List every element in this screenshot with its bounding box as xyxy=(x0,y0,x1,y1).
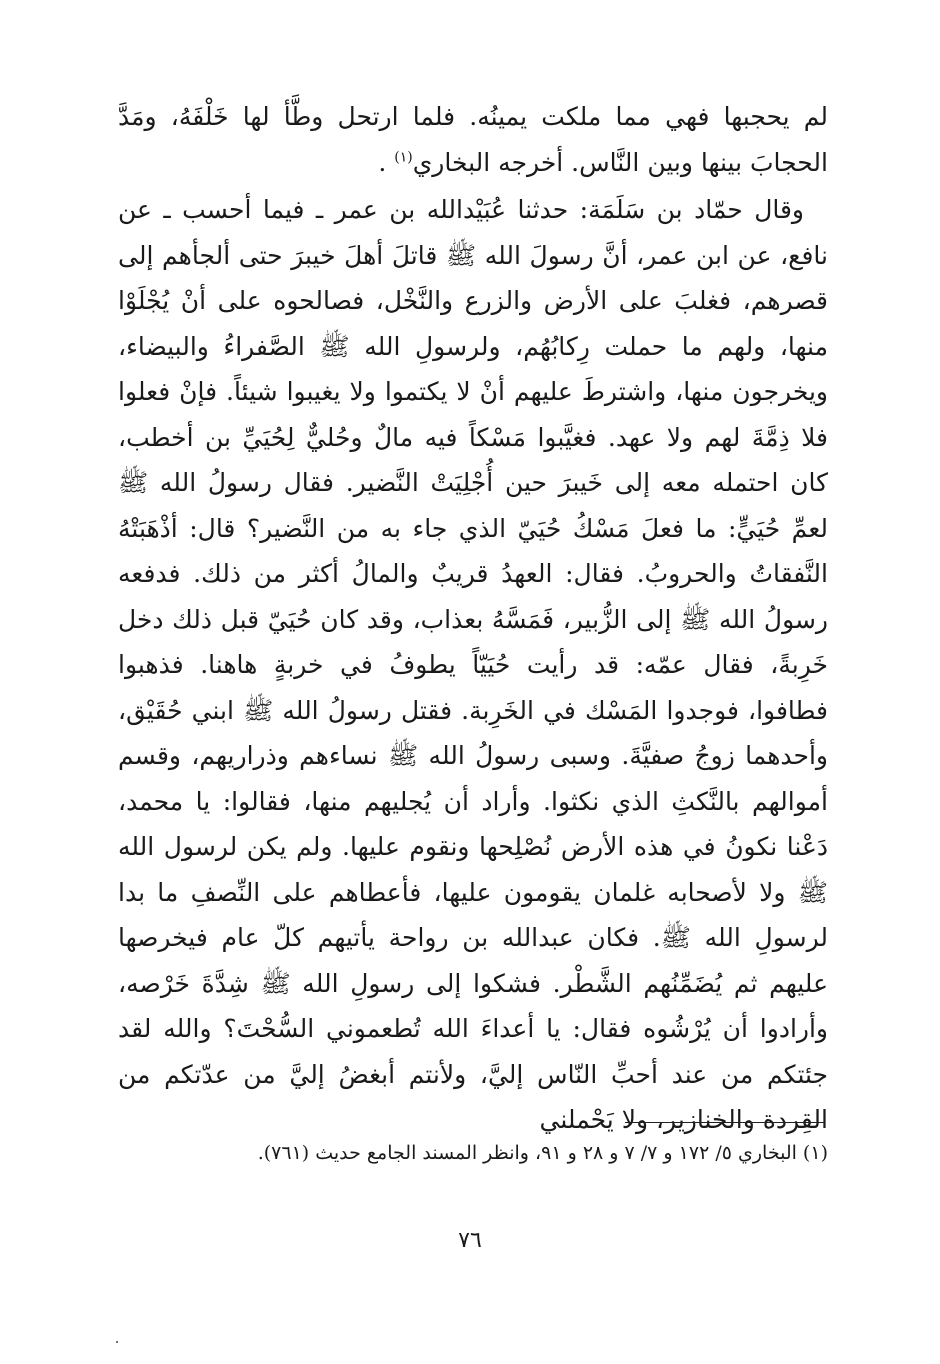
footnote: (١) البخاري ٥/ ١٧٢ و ٧/ ٧ و ٢٨ و ٩١، وانظر المسند الجامع حديث (٧٦١). xyxy=(257,1142,828,1164)
footnote-reference: (١) xyxy=(394,149,413,166)
paragraph-2-text: وقال حمّاد بن سَلَمَة: حدثنا عُبَيْدالله بن عمر ـ فيما أحسب ـ عن نافع، عن ابن عمر، أنَّ رسولَ الله ﷺ قاتلَ أهلَ خيبرَ حتى ألجأهم إلى قصرهم، فغلبَ على الأرض والزرع والنَّخْل، فصالحوه على أنْ يُجْلَوْا منها، ولهم ما حملت رِكابُهُم، ولرسولِ الله ﷺ الصَّفراءُ والبيضاء، ويخرجون منها، واشترطَ عليهم أنْ لا يكتموا ولا يغيبوا شيئاً. فإنْ فعلوا فلا ذِمَّةَ لهم ولا عهد. فغيَّبوا مَسْكاً فيه مالٌ وحُليٌّ لِحُيَيِّ بن أخطب، كان احتمله معه إلى خَيبرَ حين أُجْلِيَتْ النَّضير. فقال رسولُ الله ﷺ لعمِّ حُيَيٍّ: ما فعلَ مَسْكُ حُيَيّ الذي جاء به من النَّضير؟ قال: أذْهَبَتْهُ النَّفقاتُ والحروبُ. فقال: العهدُ قريبٌ والمالُ أكثر من ذلك. فدفعه رسولُ الله ﷺ إلى الزُّبير، فَمَسَّهُ بعذاب، وقد كان حُيَيّ قبل ذلك دخل خَرِبةً، فقال عمّه: قد رأيت حُيَيّاً يطوفُ في خربةٍ هاهنا. فذهبوا فطافوا، فوجدوا المَسْك في الخَرِبة. فقتل رسولُ الله ﷺ ابني حُقَيْق، وأحدهما زوجُ صفيَّةَ. وسبى رسولُ الله ﷺ نساءهم وذراريهم، وقسم أموالهم بالنَّكثِ الذي نكثوا. وأراد أن يُجليهم منها، فقالوا: يا محمد، دَعْنا نكونُ في هذه الأرض نُصْلِحها ونقوم عليها. ولم يكن لرسول الله ﷺ ولا لأصحابه غلمان يقومون عليها، فأعطاهم على النِّصفِ ما بدا لرسولِ الله ﷺ. فكان عبدالله بن رواحة يأتيهم كلّ عام فيخرصها عليهم ثم يُضَمِّنُهم الشَّطْر. فشكوا إلى رسولِ الله ﷺ شِدَّةَ خَرْصه، وأرادوا أن يُرْشُوه فقال: يا أعداءَ الله تُطعموني السُّحْتَ؟ والله لقد جئتكم من عند أحبِّ النّاس إليَّ، ولأنتم أبغضُ إليَّ من عدّتكم من القِردة والخنازير، ولا يَحْملني xyxy=(118,195,828,1134)
paragraph-1-text: لم يحجبها فهي مما ملكت يمينُه. فلما ارتحل وطَّأ لها خَلْفَهُ، ومَدَّ الحجابَ بينها وبين النَّاس. أخرجه البخاري xyxy=(118,102,828,177)
paragraph-1-end: . xyxy=(378,147,395,177)
body-paragraph-2 xyxy=(118,187,828,1143)
page-number: ٧٦ xyxy=(458,1228,482,1253)
scan-speck xyxy=(116,1341,118,1343)
body-paragraph-1 xyxy=(118,94,828,185)
footnote-divider xyxy=(625,1122,825,1123)
